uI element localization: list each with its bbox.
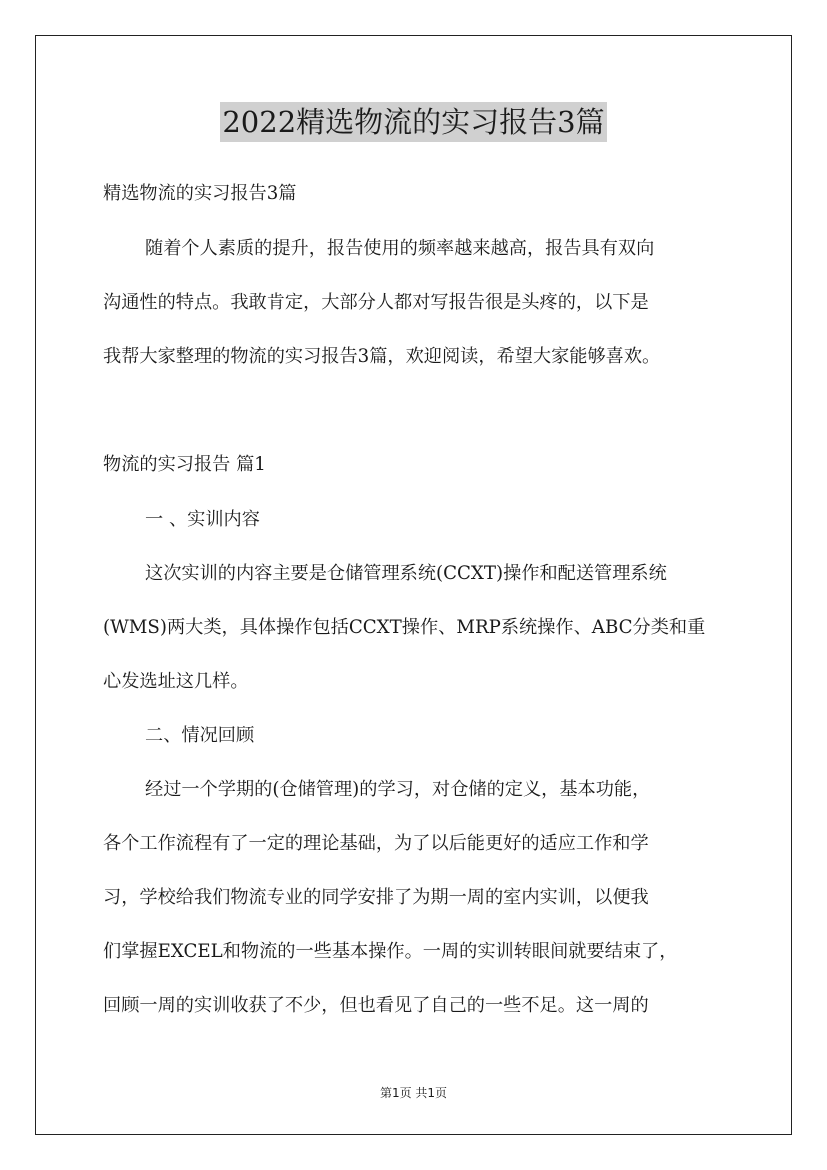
paragraph-line: 沟通性的特点。我敢肯定，大部分人都对写报告很是头疼的，以下是 — [103, 292, 649, 313]
paragraph-line: 各个工作流程有了一定的理论基础，为了以后能更好的适应工作和学 — [103, 833, 649, 854]
paragraph-line: 习，学校给我们物流专业的同学安排了为期一周的室内实训，以便我 — [103, 887, 649, 908]
paragraph-line: 经过一个学期的(仓储管理)的学习，对仓储的定义，基本功能， — [145, 779, 651, 800]
paragraph-line: 们掌握EXCEL和物流的一些基本操作。一周的实训转眼间就要结束了， — [103, 941, 678, 962]
subtitle-line: 精选物流的实习报告3篇 — [103, 183, 297, 204]
paragraph-line: 随着个人素质的提升，报告使用的频率越来越高，报告具有双向 — [145, 238, 655, 259]
paragraph-line: 心发选址这几样。 — [103, 671, 249, 692]
paragraph-line: (WMS)两大类，具体操作包括CCXT操作、MRP系统操作、ABC分类和重 — [103, 617, 706, 638]
title-container — [0, 102, 827, 142]
subsection-heading: 二、情况回顾 — [145, 725, 255, 746]
document-title: 2022精选物流的实习报告3篇 — [220, 102, 606, 142]
paragraph-line: 回顾一周的实训收获了不少，但也看见了自己的一些不足。这一周的 — [103, 995, 649, 1016]
subsection-heading: 一 、实训内容 — [145, 509, 260, 530]
section-heading: 物流的实习报告 篇1 — [103, 454, 266, 475]
paragraph-line: 我帮大家整理的物流的实习报告3篇，欢迎阅读，希望大家能够喜欢。 — [103, 346, 661, 367]
page-number: 第1页 共1页 — [379, 1086, 448, 1100]
paragraph-line: 这次实训的内容主要是仓储管理系统(CCXT)操作和配送管理系统 — [145, 563, 667, 584]
